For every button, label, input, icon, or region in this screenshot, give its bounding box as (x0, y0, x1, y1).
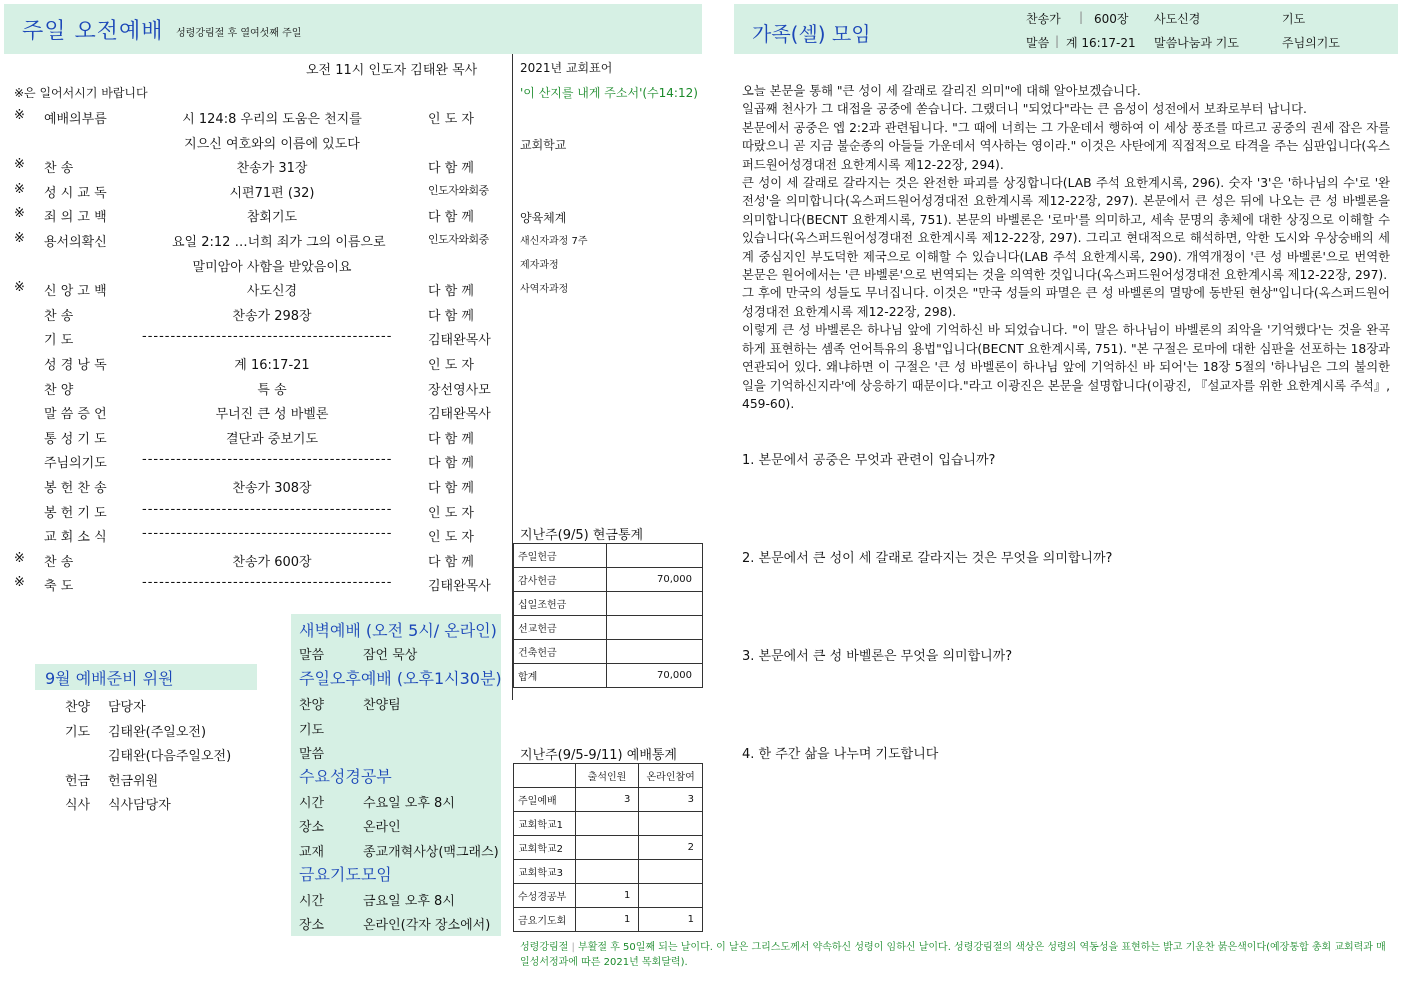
af-praise-label: 찬양 (299, 698, 325, 713)
service-item-content: 찬송가 31장 (236, 161, 308, 176)
attendance-count (639, 812, 703, 836)
prep-name: 김태완(주일오전) (108, 724, 207, 740)
service-item-leader: 다 함 께 (428, 161, 474, 176)
paragraph: 그 후에 만국의 성들도 무너집니다. 이것은 "만국 성들의 파멸은 큰 성 바벨론의 멸망에 동반된 현상"입니다(옥스퍼드원어성경대전 요한계시록 제12-22장, 298). (742, 286, 1390, 319)
prep-name: 헌금위원 (108, 773, 159, 789)
cell-title: 가족(셀) 모임 (752, 22, 871, 46)
af-word-label: 말씀 (299, 747, 325, 762)
wed-place-label: 장소 (299, 820, 325, 835)
dash-filler: -------------------------------------------- (142, 329, 393, 344)
service-item-name: 찬 송 (44, 309, 74, 324)
hymn-label: 찬송가 (1026, 12, 1061, 26)
service-item-leader: 인 도 자 (428, 112, 474, 127)
attendance-label: 교회학교1 (514, 812, 576, 836)
attendance-label: 수성경공부 (514, 884, 576, 908)
service-item-name: 축 도 (44, 579, 74, 594)
prep-role: 기도 (65, 724, 91, 740)
service-item-content: 찬송가 308장 (232, 481, 312, 496)
attendance-count: 2 (639, 836, 703, 860)
stand-note: ※은 일어서시기 바랍니다 (14, 86, 148, 100)
training-system: 양육체계 (520, 211, 567, 225)
service-item-content: 찬송가 600장 (232, 555, 312, 570)
fri-title: 금요기도모임 (299, 865, 392, 884)
meta-divider: | (1079, 10, 1084, 24)
cell-header (734, 4, 1398, 54)
footer-text: 부활절 후 50일째 되는 날이다. 이 날은 그리스도께서 약속하신 성령이 임하신 날이다. 성령강림절의 색상은 성령의 역동성을 표현하는 밝고 기운찬 붉은색이다(예장통합 총회 교회력과 매일성서정과에 따른 2021년 목회달력). (520, 942, 1386, 968)
attendance-table (513, 763, 703, 932)
service-item-name: 신 앙 고 백 (44, 284, 107, 299)
dash-filler: -------------------------------------------- (142, 526, 393, 541)
prep-name: 담당자 (108, 700, 146, 715)
offering-row (514, 664, 703, 688)
worship-subtitle: 성령강림절 후 열여섯째 주일 (176, 28, 302, 39)
service-item-name: 교 회 소 식 (44, 530, 107, 545)
attendance-header (514, 764, 576, 788)
time-leader: 오전 11시 인도자 김태완 목사 (306, 63, 478, 78)
attendance-row (514, 812, 703, 836)
wed-text-label: 교재 (299, 845, 325, 860)
attendance-label: 교회학교2 (514, 836, 576, 860)
service-item-leader: 다 함 께 (428, 555, 474, 570)
prep-role: 찬양 (65, 700, 91, 715)
attendance-count: 3 (575, 788, 639, 812)
attendance-label: 교회학교3 (514, 860, 576, 884)
offering-label: 건축헌금 (514, 640, 607, 664)
offering-label: 선교헌금 (514, 616, 607, 640)
stand-mark: ※ (14, 231, 25, 246)
dawn-title: 새벽예배 (오전 5시/ 온라인) (299, 621, 497, 640)
paragraph: 큰 성이 세 갈래로 갈라지는 것은 완전한 파괴를 상징합니다(LAB 주석 요한계시록, 296). 숫자 '3'은 '하나님의 수'로 '완전성'을 의미합니다(옥스퍼드원어성경대전 요한계시록 제12-22장, 297). 본문에서 큰 성은 뒤에 나오는 큰 성 바벨론을 의미합니다(BECNT 요한계시록, 751). 본문의 바벨론은 '로마'를 의미하고, 세속 문명의 총체에 대한 상징으로 이해할 수 있습니다(옥스퍼드원어성경대전 요한계시록 제12-22장, 297). 그리고 현대적으로 해석하면, 악한 도시와 우상숭배의 세계 중심지인 부도덕한 제국으로 이해할 수 있습니다(LAB 주석 요한계시록, 290). 개역개정이 '큰 성 바벨론'으로 번역한 본문은 원어에서는 '큰 바벨론'으로 번역되는 것을 의역한 것입니다(옥스퍼드원어성경대전 요한계시록 제12-22장, 297). (742, 176, 1390, 283)
offering-row (514, 616, 703, 640)
stand-mark: ※ (14, 575, 25, 590)
attendance-row (514, 908, 703, 932)
service-item-leader: 다 함 께 (428, 210, 474, 225)
stand-mark: ※ (14, 280, 25, 295)
dash-filler: -------------------------------------------- (142, 502, 393, 517)
creed-label: 사도신경 (1154, 12, 1201, 26)
wed-place: 온라인 (363, 820, 401, 835)
question-2: 2. 본문에서 큰 성이 세 갈래로 갈라지는 것은 무엇을 의미합니까? (742, 551, 1113, 566)
service-item-name: 예배의부름 (44, 112, 107, 127)
service-item-name: 봉 헌 찬 송 (44, 481, 107, 496)
wed-title: 수요성경공부 (299, 767, 392, 786)
service-item-leader: 인 도 자 (428, 530, 474, 545)
prep-header (35, 664, 257, 690)
service-item-leader: 다 함 께 (428, 309, 474, 324)
question-4: 4. 한 주간 삶을 나누며 기도합니다 (742, 747, 939, 762)
dawn-word-label: 말씀 (299, 648, 325, 663)
stand-mark: ※ (14, 182, 25, 197)
service-item-content: 지으신 여호와의 이름에 있도다 (184, 137, 360, 152)
offering-row (514, 640, 703, 664)
service-item-content: 말미암아 사함을 받았음이요 (192, 260, 352, 275)
fri-place-label: 장소 (299, 918, 325, 933)
offering-label: 주일헌금 (514, 544, 607, 568)
attendance-count: 3 (639, 788, 703, 812)
service-item-content: 결단과 중보기도 (225, 432, 319, 447)
offering-amount: 70,000 (607, 568, 703, 592)
service-item-name: 기 도 (44, 333, 74, 348)
dawn-word: 잠언 묵상 (363, 648, 418, 663)
prep-name: 식사담당자 (108, 798, 171, 813)
weekly-services-panel (291, 614, 501, 936)
offering-table (513, 543, 703, 688)
fri-place: 온라인(각자 장소에서) (363, 918, 491, 933)
service-item-leader: 다 함 께 (428, 284, 474, 299)
service-item-content: 계 16:17-21 (234, 358, 310, 373)
service-item-leader: 인 도 자 (428, 506, 474, 521)
fri-time: 금요일 오후 8시 (363, 894, 455, 909)
af-praise: 찬양팀 (363, 698, 401, 713)
attendance-row (514, 836, 703, 860)
attendance-count: 1 (639, 908, 703, 932)
stand-mark: ※ (14, 108, 25, 123)
offering-label: 십일조헌금 (514, 592, 607, 616)
stand-mark: ※ (14, 551, 25, 566)
service-item-leader: 김태완목사 (428, 333, 491, 348)
dash-filler: -------------------------------------------- (142, 452, 393, 467)
motto-label: 2021년 교회표어 (520, 61, 613, 75)
attendance-count (639, 860, 703, 884)
paragraph: 오늘 본문을 통해 "큰 성이 세 갈래로 갈리진 의미"에 대해 알아보겠습니다. (742, 84, 1141, 98)
service-item-name: 성 시 교 독 (44, 186, 107, 201)
service-item-name: 찬 송 (44, 161, 74, 176)
attendance-count: 1 (575, 884, 639, 908)
lords-prayer: 주님의기도 (1282, 36, 1340, 50)
attendance-header: 온라인참여 (639, 764, 703, 788)
service-item-name: 성 경 낭 독 (44, 358, 107, 373)
service-item-leader: 김태완목사 (428, 579, 491, 594)
service-item-leader: 다 함 께 (428, 432, 474, 447)
wed-time: 수요일 오후 8시 (363, 796, 455, 811)
question-1: 1. 본문에서 공중은 무엇과 관련이 입습니까? (742, 453, 996, 468)
prayer-label: 기도 (1282, 12, 1306, 26)
offering-amount (607, 592, 703, 616)
attendance-count (639, 884, 703, 908)
worship-header (4, 4, 702, 54)
prep-title: 9월 예배준비 위원 (45, 669, 174, 688)
stand-mark: ※ (14, 206, 25, 221)
attendance-label: 주일예배 (514, 788, 576, 812)
service-item-name: 말 씀 증 언 (44, 407, 107, 422)
attendance-count (575, 836, 639, 860)
offering-title: 지난주(9/5) 현금통계 (520, 528, 644, 543)
service-item-content: 요일 2:12 …너희 죄가 그의 이름으로 (172, 235, 386, 250)
service-item-name: 통 성 기 도 (44, 432, 107, 447)
attendance-count (575, 812, 639, 836)
paragraph: 본문에서 공중은 엡 2:2과 관련됩니다. "그 때에 너희는 그 가운데서 행하여 이 세상 풍조를 따르고 공중의 권세 잡은 자를 따랐으니 곧 지금 불순종의 아들들 가운데서 역사하는 영이라." 이것은 사탄에게 직접적으로 타격을 주는 심판입니다(옥스퍼드원어성경대전 요한계시록 제12-22장, 294). (742, 120, 1390, 172)
service-item-leader: 다 함 께 (428, 456, 474, 471)
offering-amount (607, 640, 703, 664)
service-item-leader: 김태완목사 (428, 407, 491, 422)
service-item-name: 찬 양 (44, 383, 74, 398)
wed-text: 종교개혁사상(맥그래스) (363, 845, 499, 860)
course-item: 새신자과정 7주 (520, 236, 588, 247)
footer-label: 성령강림절 (520, 942, 569, 953)
offering-row (514, 592, 703, 616)
attendance-header-row (514, 764, 703, 788)
attendance-row (514, 884, 703, 908)
attendance-label: 금요기도회 (514, 908, 576, 932)
meta-divider: | (1055, 34, 1060, 48)
stand-mark: ※ (14, 157, 25, 172)
word-value: 계 16:17-21 (1066, 36, 1136, 50)
service-item-leader: 인도자와회중 (428, 184, 489, 197)
footer-note: 성령강림절 | 부활절 후 50일째 되는 날이다. 이 날은 그리스도께서 약속하신 성령이 임하신 날이다. 성령강림절의 색상은 성령의 역동성을 표현하는 밝고 기운찬 붉은색이다(예장통합 총회 교회력과 매일성서정과에 따른 2021년 목회달력). (520, 942, 1386, 968)
fri-time-label: 시간 (299, 894, 325, 909)
service-item-name: 주님의기도 (44, 456, 107, 471)
service-item-name: 용서의확신 (44, 235, 107, 250)
church-school: 교회학교 (520, 138, 567, 152)
offering-label: 합계 (514, 664, 607, 688)
hymn-value: 600장 (1094, 12, 1129, 26)
attendance-title: 지난주(9/5-9/11) 예배통계 (520, 748, 677, 763)
course-item: 제자과정 (520, 260, 559, 271)
service-item-name: 죄 의 고 백 (44, 210, 107, 225)
attendance-row (514, 788, 703, 812)
worship-title: 주일 오전예배 (22, 19, 164, 44)
afternoon-title: 주일오후예배 (오후1시30분) (299, 669, 502, 688)
course-item: 사역자과정 (520, 284, 569, 295)
offering-row (514, 568, 703, 592)
church-motto: '이 산지를 내게 주소서'(수14:12) (520, 86, 698, 100)
service-item-leader: 다 함 께 (428, 481, 474, 496)
word-share: 말씀나눔과 기도 (1154, 36, 1239, 50)
paragraph: 일곱째 천사가 그 대접을 공중에 쏟습니다. 그랬더니 "되었다"라는 큰 음성이 성전에서 보좌로부터 납니다. (742, 102, 1307, 117)
word-label: 말씀 (1026, 36, 1050, 50)
service-item-content: 참회기도 (246, 210, 298, 225)
service-item-content: 찬송가 298장 (232, 309, 312, 324)
af-prayer-label: 기도 (299, 723, 325, 738)
service-item-content: 시 124:8 우리의 도움은 천지를 (182, 112, 362, 127)
prep-name: 김태완(다음주일오전) (108, 749, 232, 764)
attendance-count: 1 (575, 908, 639, 932)
service-item-content: 특 송 (257, 383, 287, 398)
attendance-count (575, 860, 639, 884)
offering-row (514, 544, 703, 568)
service-item-content: 무너진 큰 성 바벨론 (215, 407, 329, 422)
question-3: 3. 본문에서 큰 성 바벨론은 무엇을 의미합니까? (742, 649, 1013, 664)
service-item-content: 사도신경 (246, 284, 298, 299)
offering-amount (607, 616, 703, 640)
attendance-header: 출석인원 (575, 764, 639, 788)
service-item-leader: 인 도 자 (428, 358, 474, 373)
prep-role: 헌금 (65, 773, 91, 789)
paragraph: 이렇게 큰 성 바벨론은 하나님 앞에 기억하신 바 되었습니다. "이 말은 하나님이 바벨론의 죄악을 '기억했다'는 것을 완곡하게 표현하는 셈족 언어특유의 용법"입니다(BECNT 요한계시록, 751). "본 구절은 로마에 대한 심판을 선포하는 18장과 연관되어 있다. 왜냐하면 이 구절은 '큰 성 바벨론이 하나님 앞에 기억하신 바 되어'는 18장 5절의 '하나님은 그의 불의한 일을 기억하신지라'에 상응하기 때문이다."라고 이광진은 본문을 설명합니다(이광진, 『설교자를 위한 요한계시록 주석』, 459-60). (742, 323, 1390, 411)
sermon-text (742, 82, 1390, 413)
attendance-row (514, 860, 703, 884)
offering-amount (607, 544, 703, 568)
dash-filler: -------------------------------------------- (142, 575, 393, 590)
service-item-name: 봉 헌 기 도 (44, 506, 107, 521)
service-item-leader: 장선영사모 (428, 383, 491, 398)
wed-time-label: 시간 (299, 796, 325, 811)
service-item-content: 시편71편 (32) (229, 186, 315, 201)
service-item-leader: 인도자와회중 (428, 233, 489, 246)
prep-role: 식사 (65, 798, 91, 813)
service-item-name: 찬 송 (44, 555, 74, 570)
offering-amount: 70,000 (607, 664, 703, 688)
offering-label: 감사헌금 (514, 568, 607, 592)
